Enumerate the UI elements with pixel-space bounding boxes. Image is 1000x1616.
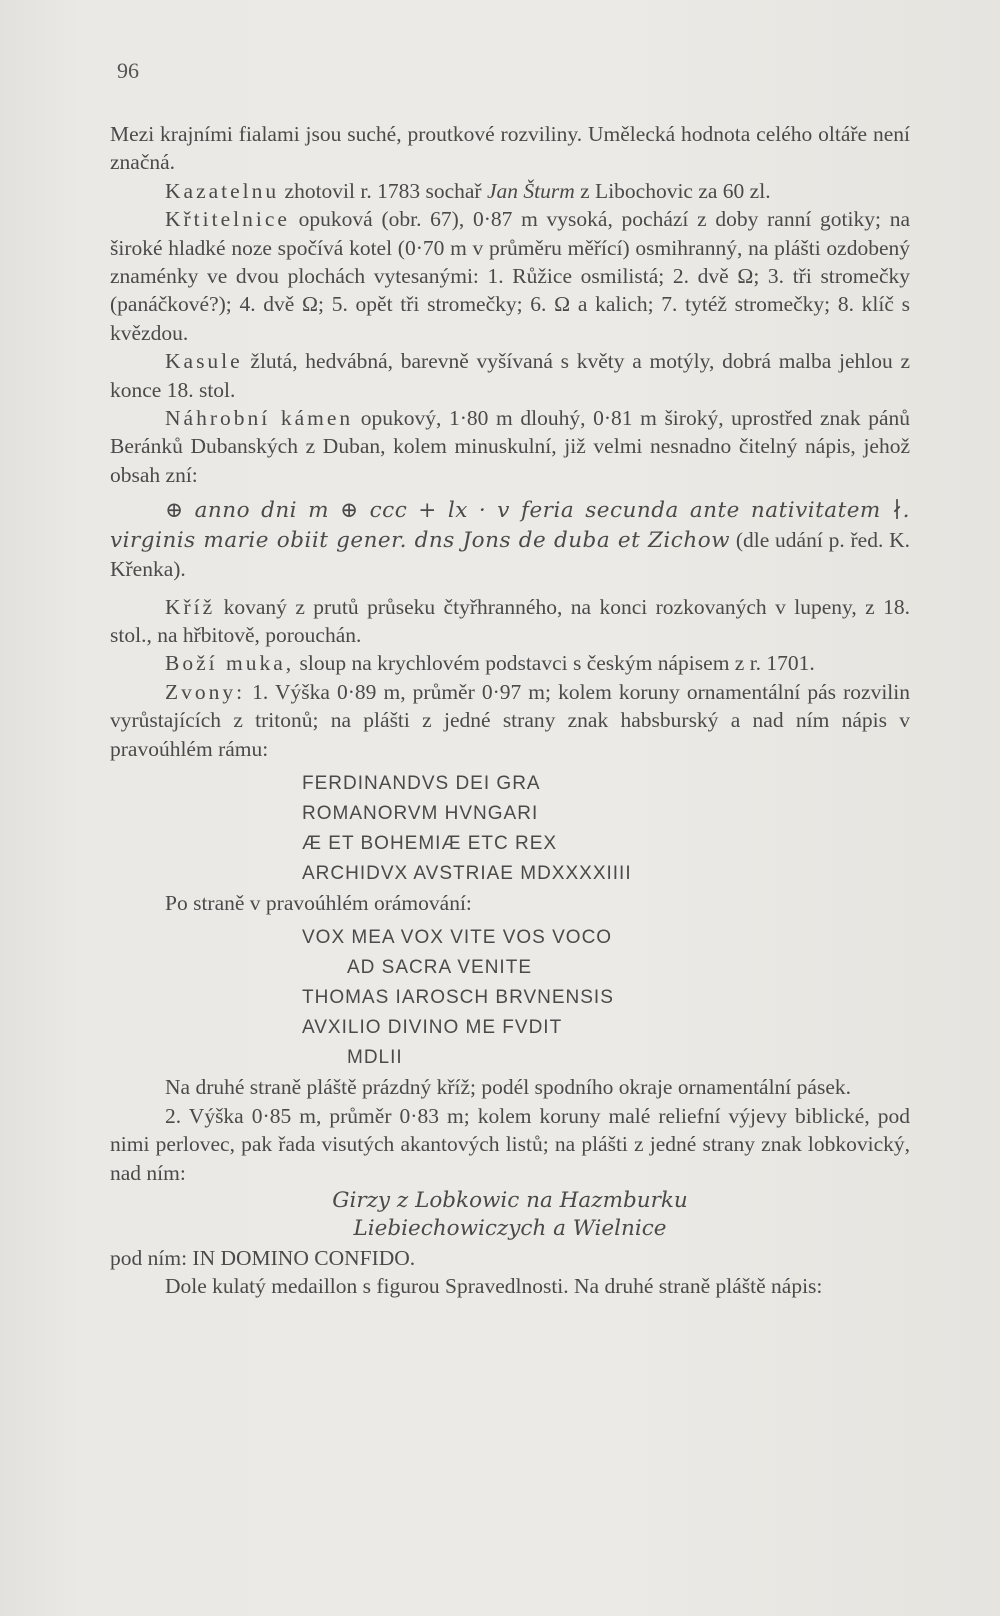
paragraph-krtitelnice	[110, 205, 910, 347]
paragraph-kasule	[110, 347, 910, 404]
paragraph-kriz	[110, 593, 910, 650]
paragraph-kazatelna	[110, 177, 910, 205]
inscription-line: AVXILIO DIVINO ME FVDIT	[302, 1017, 563, 1039]
text: zhotovil r. 1783 sochař	[279, 178, 487, 203]
inscription-line: THOMAS IAROSCH BRVNENSIS	[302, 987, 614, 1009]
paragraph: pod ním: IN DOMINO CONFIDO.	[110, 1245, 416, 1270]
term: Zvony:	[165, 679, 246, 704]
inscription-line: VOX MEA VOX VITE VOS VOCO	[302, 927, 613, 949]
paragraph-bozi-muka	[110, 649, 910, 677]
term: Křtitelnice	[165, 207, 290, 232]
paragraph-zvony	[110, 678, 910, 763]
body-text	[110, 120, 910, 1301]
author-name: Jan Šturm	[486, 178, 575, 203]
term: Náhrobní kámen	[165, 406, 354, 431]
gothic-text: ⊕ anno dni m ⊕ ccc + lx · v feria secunda ante nativitatem ∤. virginis marie obiit gener. dns Jons de duba et Zichow	[110, 498, 910, 553]
paragraph-zvon-2: 2. Výška 0·85 m, průměr 0·83 m; kolem koruny malé reliefní výjevy biblické, pod nimi perlovec, pak řada visutých akantových listů; na plášti z jedné strany znak lobkovický, nad ním:	[110, 1103, 910, 1185]
paragraph: Dole kulatý medaillon s figurou Spravedlnosti. Na druhé straně pláště nápis:	[165, 1274, 823, 1299]
text: opukový, 1·80 m dlouhý, 0·81 m široký, uprostřed znak pánů Beránků Dubanských z Duban, kolem minuskulní, již velmi nesnadno čitelný nápis, jehož obsah zní:	[110, 406, 911, 487]
text: sloup na krychlovém podstavci s českým nápisem z r. 1701.	[294, 651, 815, 676]
text: z Libochovic za 60 zl.	[574, 178, 771, 203]
text: žlutá, hedvábná, barevně vyšívaná s květy a motýly, dobrá malba jehlou z konce 18. stol.	[110, 349, 910, 402]
inscription-block-3	[110, 1187, 910, 1244]
inscription-line: FERDINANDVS DEI GRA	[302, 772, 541, 794]
inscription-block-2	[302, 923, 910, 1073]
term: Kasule	[165, 349, 243, 374]
paragraph-nahrobni-kamen	[110, 404, 910, 489]
text: opuková (obr. 67), 0·87 m vysoká, pochází z doby ranní gotiky; na široké hladké noze spočívá kotel (0·70 m v průměru měřící) osmihranný, na plášti ozdobený znaménky ve dvou plochách vytesanými: 1. Růžice osmilistá; 2. dvě Ω; 3. tři stromečky (panáčkové?); 4. dvě Ω; 5. opět tři stromečky; 6. Ω a kalich; 7. tytéž stromečky; 8. klíč s kvězdou.	[110, 207, 910, 345]
text: kovaný z prutů průseku čtyřhranného, na konci rozkovaných v lupeny, z 18. stol., na hřbitově, porouchán.	[110, 594, 910, 647]
inscription-line: MDLII	[347, 1047, 403, 1069]
inscription-line: ROMANORVM HVNGARI	[302, 802, 539, 824]
inscription-block-1	[302, 769, 910, 889]
gothic-inscription	[110, 497, 910, 584]
inscription-line: AD SACRA VENITE	[347, 957, 532, 979]
inscription-line: Girzy z Lobkowic na Hazmburku	[332, 1187, 688, 1213]
paragraph: Na druhé straně pláště prázdný kříž; podél spodního okraje ornamentální pásek.	[165, 1075, 851, 1100]
inscription-line: Æ ET BOHEMIÆ ETC REX	[302, 832, 558, 854]
term: Kazatelnu	[165, 178, 280, 203]
paragraph: Mezi krajními fialami jsou suché, proutkové rozviliny. Umělecká hodnota celého oltáře není značná.	[110, 122, 910, 175]
text: 1. Výška 0·89 m, průměr 0·97 m; kolem koruny ornamentální pás rozvilin vyrůstajících z tritonů; na plášti z jedné strany znak habsburský a nad ním nápis v pravoúhlém rámu:	[110, 679, 910, 761]
paragraph: Po straně v pravoúhlém orámování:	[165, 890, 472, 915]
term: Boží muka,	[165, 651, 295, 676]
text: (dle udání p. řed. K. Křenka).	[110, 527, 911, 582]
inscription-line: Liebiechowiczych a Wielnice	[353, 1216, 667, 1242]
page-number: 96	[117, 58, 139, 83]
term: Kříž	[165, 594, 216, 619]
inscription-line: ARCHIDVX AVSTRIAE MDXXXXIIII	[302, 862, 632, 884]
